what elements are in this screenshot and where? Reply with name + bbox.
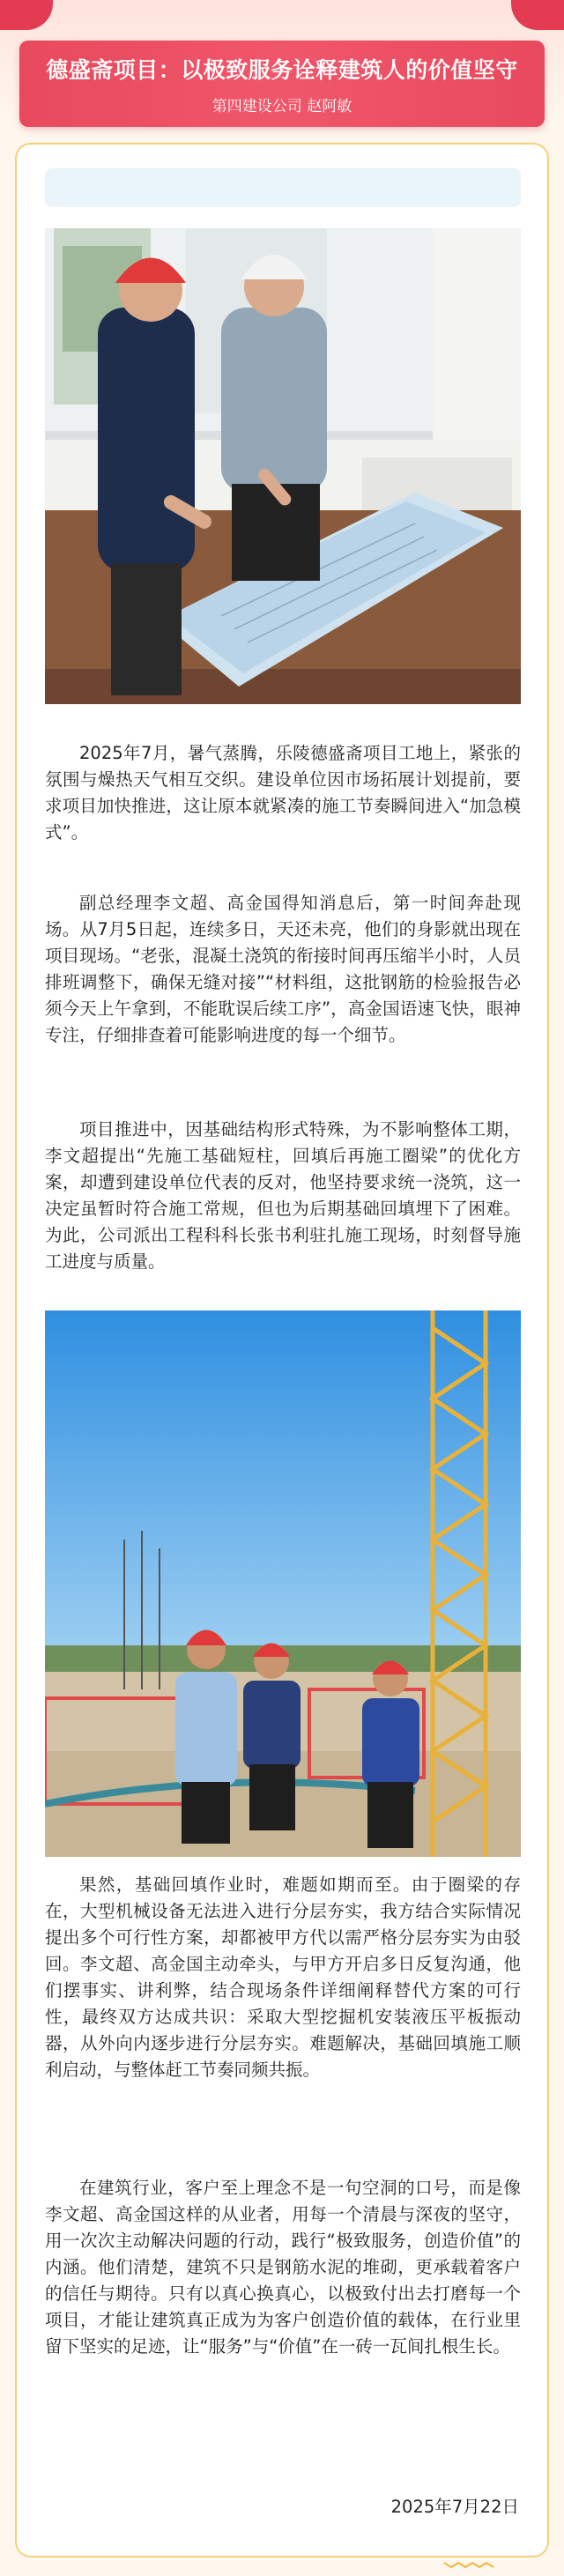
- bottom-wave-decoration: [442, 2561, 495, 2568]
- article-title: 德盛斋项目：以极致服务诠释建筑人的价值坚守: [46, 57, 518, 83]
- paragraph-4: 果然，基础回填作业时，难题如期而至。由于圈梁的存在，大型机械设备无法进入进行分层夯实，我方结合实际情况提出多个可行性方案，却都被甲方代以需严格分层夯实为由驳回。李文超、高金国主动牵头，与甲方开启多日反复沟通，他们摆事实、讲利弊，结合现场条件详细阐释替代方案的可行性，最终双方达成共识：采取大型挖掘机安装液压平板振动器，从外向内逐步进行分层夯实。难题解决，基础回填施工顺利启动，与整体赶工节奏同频共振。: [45, 1874, 521, 2080]
- paragraph-1: 2025年7月，暑气蒸腾，乐陵德盛斋项目工地上，紧张的氛围与燥热天气相互交织。建设单位因市场拓展计划提前，要求项目加快推进，这让原本就紧凑的施工节奏瞬间进入“加急模式”。: [45, 743, 521, 843]
- article-byline: 第四建设公司 赵阿敏: [212, 98, 352, 115]
- photo-blueprint-review: [45, 228, 521, 704]
- paragraph-5: 在建筑行业，客户至上理念不是一句空洞的口号，而是像李文超、高金国这样的从业者，用每一个清晨与深夜的坚守，用一次次主动解决问题的行动，践行“极致服务，创造价值”的内涵。他们清楚，建筑不只是钢筋水泥的堆砌，更承载着客户的信任与期待。只有以真心换真心，以极致付出去打磨每一个项目，才能让建筑真正成为为客户创造价值的载体，在行业里留下坚实的足迹，让“服务”与“价值”在一砖一瓦间扎根生长。: [45, 2178, 521, 2357]
- article-card: [15, 143, 549, 2557]
- paragraph-3: 项目推进中，因基础结构形式特殊，为不影响整体工期，李文超提出“先施工基础短柱，回填后再施工圈梁”的优化方案，却遭到建设单位代表的反对，他坚持要求统一浇筑，这一决定虽暂时符合施工常规，但也为后期基础回填埋下了困难。为此，公司派出工程科科长张书利驻扎施工现场，时刻督导施工进度与质量。: [45, 1119, 521, 1272]
- photo-construction-site: [45, 1310, 521, 1857]
- article-date: 2025年7月22日: [390, 2497, 519, 2517]
- paragraph-2: 副总经理李文超、高金国得知消息后，第一时间奔赴现场。从7月5日起，连续多日，天还未亮，他们的身影就出现在项目现场。“老张，混凝土浇筑的衔接时间再压缩半小时，人员排班调整下，确保无缝对接”“材料组，这批钢筋的检验报告必须今天上午拿到，不能耽误后续工序”，高金国语速飞快，眼神专注，仔细排查着可能影响进度的每一个细节。: [45, 893, 521, 1045]
- card-top-strip: [45, 168, 521, 207]
- article-header: [19, 41, 545, 127]
